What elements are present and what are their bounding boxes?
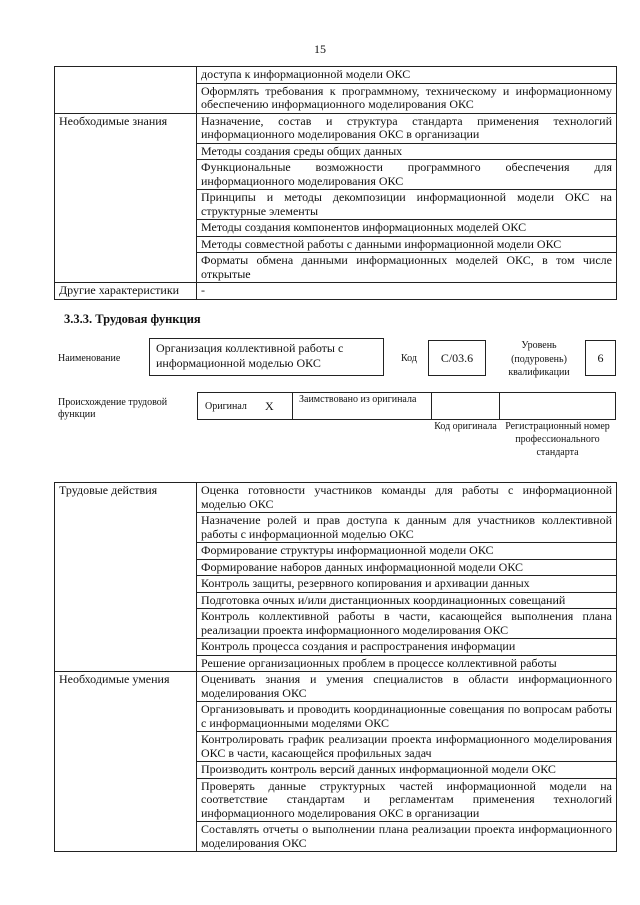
requirement-text: Производить контроль версий данных информационной модели ОКС xyxy=(197,762,617,779)
requirement-text: Оформлять требования к программному, техническому и информационному обеспечению информационного моделирования ОКС xyxy=(197,83,617,113)
borrowed-label: Заимствовано из оригинала xyxy=(299,394,417,405)
requirement-text: Составлять отчеты о выполнении плана реализации проекта информационного моделирования ОКС xyxy=(197,822,617,852)
requirement-text: Оценивать знания и умения специалистов в области информационного моделирования ОКС xyxy=(197,672,617,702)
requirement-text: Подготовка очных и/или дистанционных координационных совещаний xyxy=(197,592,617,609)
origin-label: Происхождение трудовой функции xyxy=(58,397,168,420)
level-value: 6 xyxy=(597,351,604,365)
function-code: С/03.6 xyxy=(440,351,474,365)
row-group-label: Необходимые знания xyxy=(55,113,197,283)
requirement-text: Контролировать график реализации проекта информационного моделирования ОКС в части, касающейся профильных задач xyxy=(197,732,617,762)
level-box xyxy=(585,340,616,376)
requirement-text: доступа к информационной модели ОКС xyxy=(197,67,617,84)
requirement-text: Форматы обмена данными информационных моделей ОКС, в том числе открытые xyxy=(197,253,617,283)
requirement-text: Методы создания среды общих данных xyxy=(197,143,617,160)
requirement-text: Назначение ролей и прав доступа к данным для участников коллективной работы с информационной моделью ОКС xyxy=(197,513,617,543)
table-row xyxy=(55,672,617,702)
requirement-text: - xyxy=(197,283,617,300)
reg-number-box xyxy=(499,392,616,420)
requirement-text: Назначение, состав и структура стандарта применения технологий информационного моделирования ОКС в организации xyxy=(197,113,617,143)
requirement-text: Организовывать и проводить координационные совещания по вопросам работы с информационными моделями ОКС xyxy=(197,702,617,732)
table-row xyxy=(55,67,617,84)
name-label: Наименование xyxy=(58,353,121,364)
row-group-label: Другие характеристики xyxy=(55,283,197,300)
section-title: 3.3.3. Трудовая функция xyxy=(64,312,201,326)
page-number: 15 xyxy=(314,42,326,56)
requirement-text: Оценка готовности участников команды для работы с информационной моделью ОКС xyxy=(197,483,617,513)
original-mark: X xyxy=(265,399,274,413)
row-group-label xyxy=(55,67,197,114)
requirement-text: Принципы и методы декомпозиции информационной модели ОКС на структурные элементы xyxy=(197,190,617,220)
requirements-table-bottom xyxy=(54,482,617,852)
table-row xyxy=(55,483,617,513)
requirement-text: Контроль коллективной работы в части, касающейся выполнения плана реализации проекта информационного моделирования ОКС xyxy=(197,609,617,639)
code-label: Код xyxy=(401,353,417,364)
code-box xyxy=(428,340,486,376)
requirements-table-top xyxy=(54,66,617,300)
borrowed-box xyxy=(292,392,432,420)
requirement-text: Формирование структуры информационной модели ОКС xyxy=(197,543,617,560)
row-group-label: Необходимые умения xyxy=(55,672,197,852)
function-name: Организация коллективной работы с информационной моделью ОКС xyxy=(156,341,344,370)
origin-code-label: Код оригинала xyxy=(434,421,497,432)
requirement-text: Методы создания компонентов информационных моделей ОКС xyxy=(197,220,617,237)
original-label: Оригинал xyxy=(205,401,247,412)
table-row xyxy=(55,113,617,143)
requirement-text: Формирование наборов данных информационной модели ОКС xyxy=(197,559,617,576)
row-group-label: Трудовые действия xyxy=(55,483,197,672)
reg-number-label: Регистрационный номер профессионального стандарта xyxy=(505,421,610,458)
original-box xyxy=(197,392,293,420)
requirement-text: Решение организационных проблем в процессе коллективной работы xyxy=(197,655,617,672)
table-row xyxy=(55,283,617,300)
level-label: Уровень (подуровень) квалификации xyxy=(508,340,570,378)
requirement-text: Проверять данные структурных частей информационной модели на соответствие стандартам и регламентам применения технологий информационного моделирования ОКС в организации xyxy=(197,778,617,822)
requirement-text: Методы совместной работы с данными информационной модели ОКС xyxy=(197,236,617,253)
requirement-text: Функциональные возможности программного обеспечения для информационного моделирования ОКС xyxy=(197,160,617,190)
requirement-text: Контроль защиты, резервного копирования и архивации данных xyxy=(197,576,617,593)
origin-code-box xyxy=(431,392,500,420)
function-name-box xyxy=(149,338,384,376)
requirement-text: Контроль процесса создания и распространения информации xyxy=(197,639,617,656)
